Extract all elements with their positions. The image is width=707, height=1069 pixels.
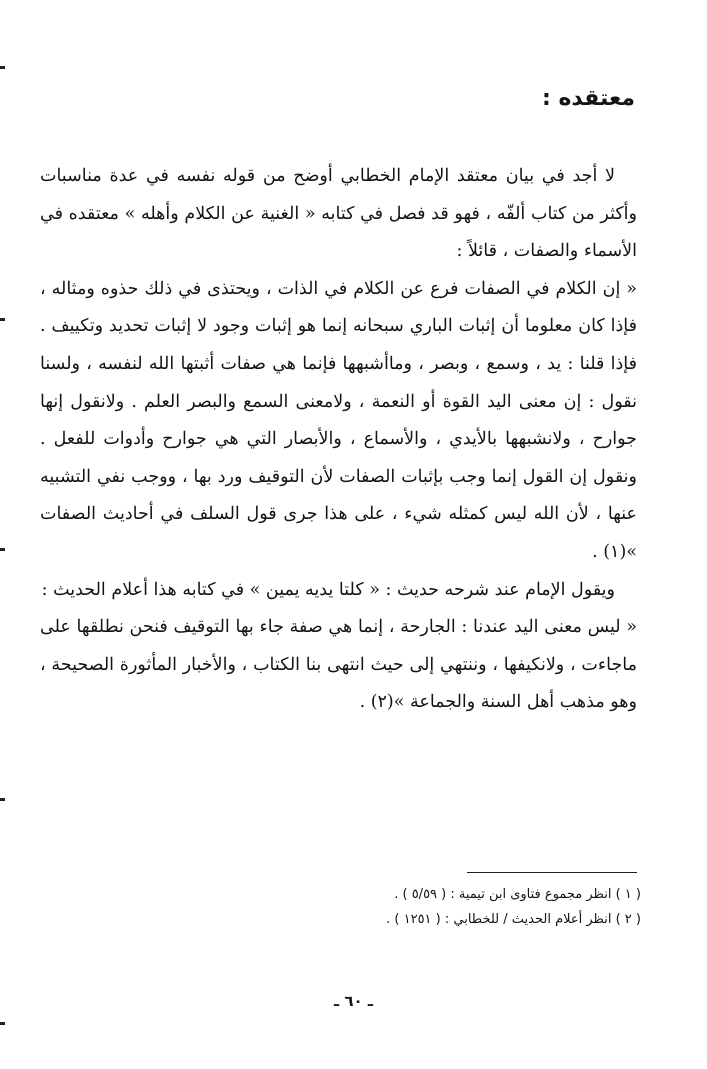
scan-edge-mark (0, 798, 5, 801)
footnote-divider (467, 872, 637, 873)
scan-edge-mark (0, 66, 5, 69)
footnote-2: ( ٢ ) انظر أعلام الحديث / للخطابي : ( ١٢٥١ ) . (386, 912, 641, 927)
paragraph-quote-ghunya: « إن الكلام في الصفات فرع عن الكلام في الذات ، ويحتذى في ذلك حذوه ومثاله ، فإذا كان معلوما أن إثبات الباري سبحانه إنما هو إثبات وجود لا إثبات تحديد وتكييف . فإذا قلنا : يد ، وسمع ، وبصر ، وماأشبهها فإنما هي صفات أثبتها الله لنفسه ، ولسنا نقول : إن معنى اليد القوة أو النعمة ، ولامعنى السمع والبصر العلم . ولانقول إنها جوارح ، ولانشبهها بالأيدي ، والأسماع ، والأبصار التي هي جوارح وأدوات للفعل . ونقول إن القول إنما وجب بإثبات الصفات لأن التوقيف ورد بها ، ووجب نفي التشبيه عنها ، لأن الله ليس كمثله شيء ، على هذا جرى قول السلف في أحاديث الصفات »(١) . (40, 278, 637, 562)
page-number: ـ ٦٠ ـ (333, 992, 374, 1010)
scan-edge-mark (0, 548, 5, 551)
paragraph-hadith-intro: ويقول الإمام عند شرحه حديث : « كلتا يديه يمين » في كتابه هذا أعلام الحديث : (41, 579, 615, 600)
footnotes (40, 882, 641, 932)
paragraph-intro: لا أجد في بيان معتقد الإمام الخطابي أوضح من قوله نفسه في عدة مناسبات وأكثر من كتاب ألفّه ، فهو قد فصل في كتابه « الغنية عن الكلام وأهله » معتقده في الأسماء والصفات ، قائلاً : (40, 166, 637, 262)
paragraph-quote-alam: « ليس معنى اليد عندنا : الجارحة ، إنما هي صفة جاء بها التوقيف فنحن نطلقها على ماجاءت ، ولانكيفها ، وننتهي إلى حيث انتهى بنا الكتاب ، والأخبار المأثورة الصحيحة ، وهو مذهب أهل السنة والجماعة »(٢) . (40, 617, 637, 713)
main-text (40, 158, 637, 722)
scan-edge-mark (0, 318, 5, 321)
scan-edge-mark (0, 1022, 5, 1025)
section-heading: معتقده : (541, 86, 635, 111)
footnote-1: ( ١ ) انظر مجموع فتاوى ابن تيمية : ( ٥/٥٩ ) . (394, 887, 641, 902)
